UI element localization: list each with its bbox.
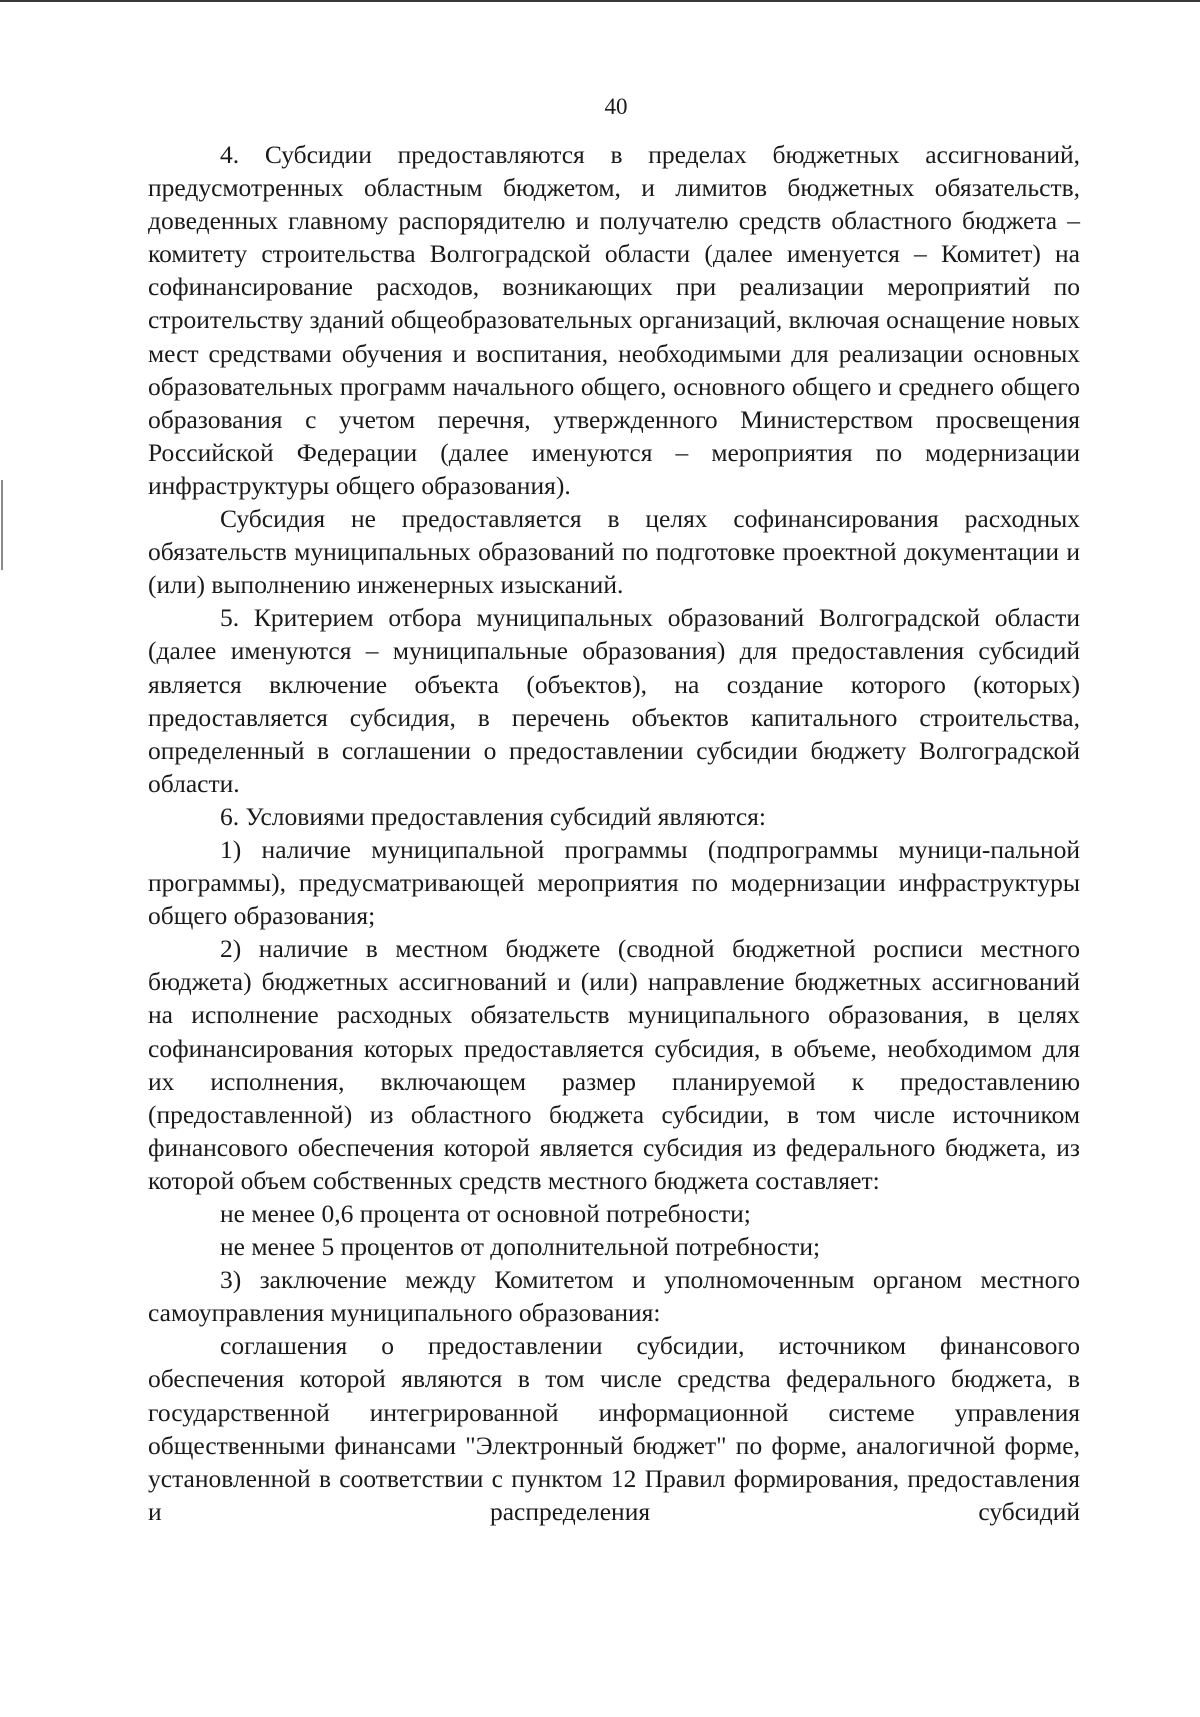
scan-top-edge: [0, 0, 1200, 2]
paragraph-5-selection-criteria: 5. Критерием отбора муниципальных образований Волгоградской области (далее именуются – муниципальные образования) для предоставления субсидий является включение объекта (объектов), на создание которого (которых) предоставляется субсидия, в перечень объектов капитального строительства, определенный в соглашении о предоставлении субсидии бюджету Волгоградской области.: [148, 603, 1080, 798]
scan-left-edge: [1, 480, 3, 570]
paragraph-min-share-additional: не менее 5 процентов от дополнительной потребности;: [220, 1232, 821, 1262]
paragraph-agreement: соглашения о предоставлении субсидии, источником финансового обеспечения которой являются в том числе средства федерального бюджета, в государственной интегрированной информационной системе управления общественными финансами "Электронный бюджет" по форме, аналогичной форме, установленной в соответствии с пунктом 12 Правил формирования, предоставления и распределения субсидий: [148, 1331, 1080, 1526]
paragraph-condition-1: 1) наличие муниципальной программы (подпрограммы муници-пальной программы), предусматривающей мероприятия по модернизации инфраструктуры общего образования;: [148, 834, 1080, 931]
paragraph-condition-2: 2) наличие в местном бюджете (сводной бюджетной росписи местного бюджета) бюджетных ассигнований и (или) направление бюджетных ассигнований на исполнение расходных обязательств муниципального образования, в целях софинансирования которых предоставляется субсидия, в объеме, необходимом для их исполнения, включающем размер планируемой к предоставлению (предоставленной) из областного бюджета субсидии, в том числе источником финансового обеспечения которой является субсидия из федерального бюджета, из которой объем собственных средств местного бюджета составляет:: [148, 934, 1080, 1195]
document-body: [148, 138, 1080, 1528]
paragraph-6-conditions: 6. Условиями предоставления субсидий являются:: [220, 801, 766, 831]
paragraph-min-share-basic: не менее 0,6 процента от основной потребности;: [220, 1199, 751, 1228]
paragraph-4-subsidy-limits: 4. Субсидии предоставляются в пределах бюджетных ассигнований, предусмотренных областным бюджетом, и лимитов бюджетных обязательств, доведенных главному распорядителю и получателю средств областного бюджета – комитету строительства Волгоградской области (далее именуется – Комитет) на софинансирование расходов, возникающих при реализации мероприятий по строительству зданий общеобразовательных организаций, включая оснащение новых мест средствами обучения и воспитания, необходимыми для реализации основных образовательных программ начального общего, основного общего и среднего общего образования с учетом перечня, утвержденного Министерством просвещения Российской Федерации (далее именуются – мероприятия по модернизации инфраструктуры общего образования).: [148, 140, 1080, 500]
paragraph-condition-3: 3) заключение между Комитетом и уполномоченным органом местного самоуправления муниципального образования:: [148, 1265, 1080, 1328]
page-number: 40: [604, 94, 628, 119]
paragraph-subsidy-exclusions: Субсидия не предоставляется в целях софинансирования расходных обязательств муниципальных образований по подготовке проектной документации и (или) выполнению инженерных изысканий.: [148, 504, 1080, 600]
